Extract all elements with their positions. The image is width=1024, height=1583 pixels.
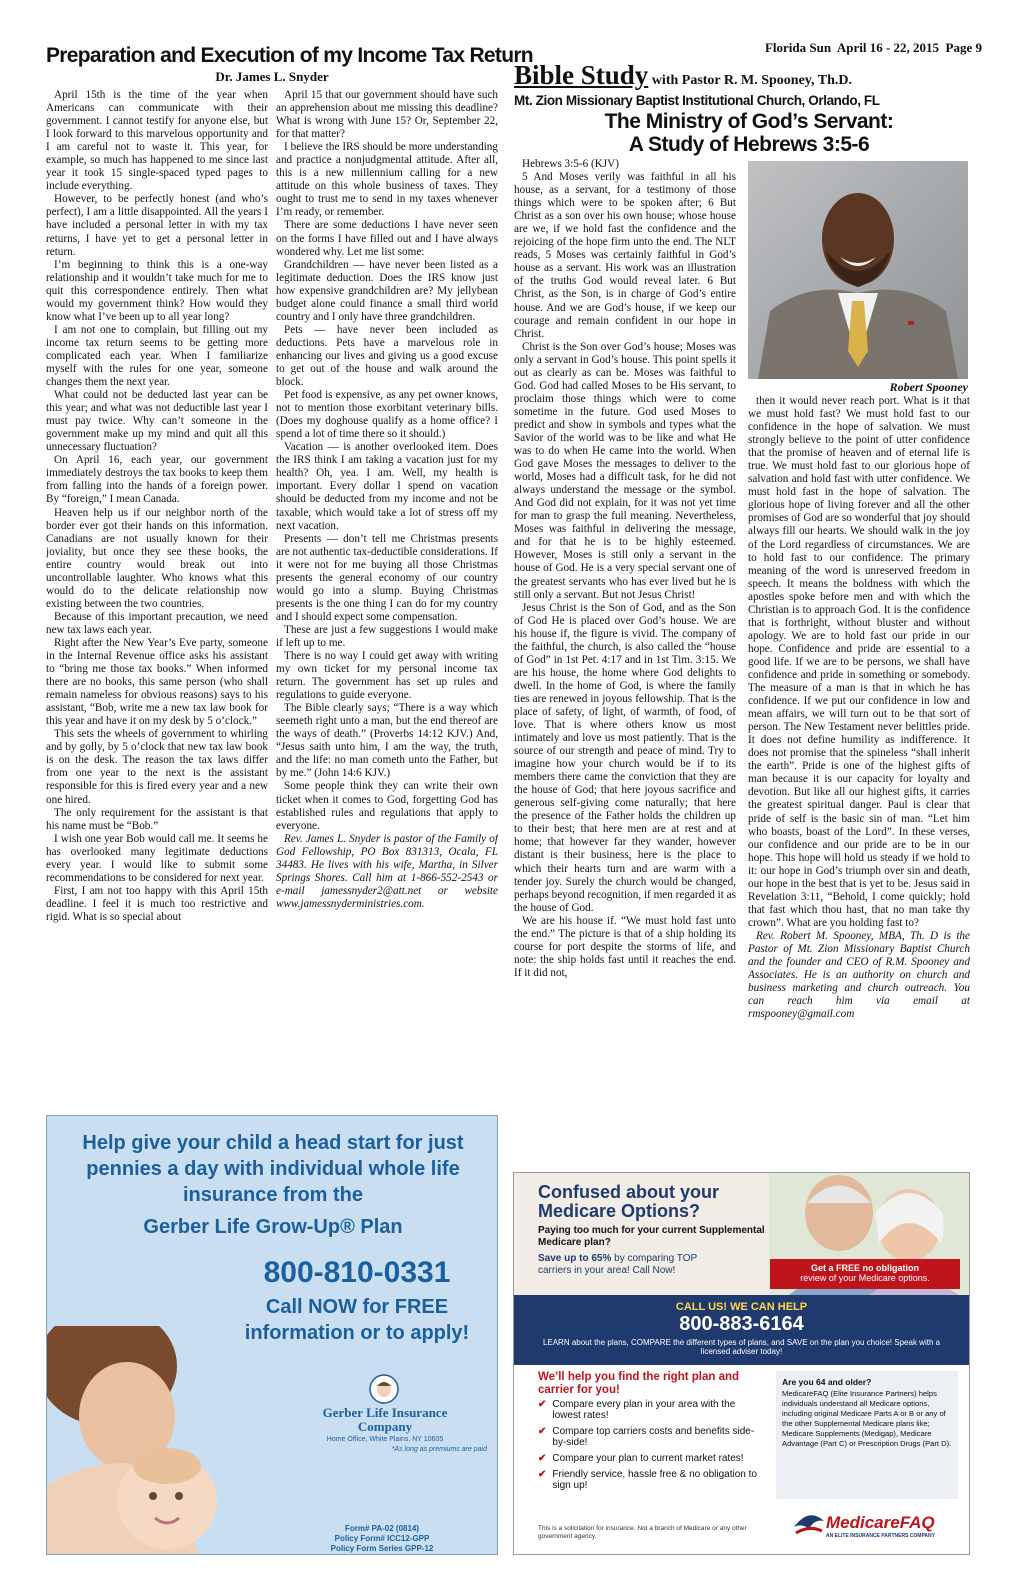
medicarefaq-logo [784, 1505, 964, 1549]
paragraph: Pet food is expensive, as any pet owner knows, not to mention those exorbitant veterinary bills. (Does my doghouse qualify as a home office? I spend a lot of time there so it should.) [276, 389, 498, 441]
gerber-phone[interactable]: 800-810-0331 [263, 1256, 451, 1289]
medicare-call-band [514, 1295, 969, 1365]
church-name: Mt. Zion Missionary Baptist Institutional Church, Orlando, FL [514, 93, 880, 108]
bible-study-column-2 [748, 395, 970, 1166]
paragraph: However, to be perfectly honest (and who’s perfect), I am a little disappointed. All the years I have included a personal letter in with my tax returns, I have yet to get a personal letter in return. [46, 193, 268, 258]
medicare-bullet-list [538, 1399, 762, 1496]
medicare-savings-text: by comparing TOP carriers in your area! Call Now! [538, 1253, 697, 1276]
medicare-bullet-text: Compare your plan to current market rates! [552, 1453, 744, 1464]
tax-article-column-1 [46, 89, 268, 1111]
medicare-eligibility-text: MedicareFAQ (Elite Insurance Partners) helps individuals understand all Medicare options, including original Medicare Parts A or B or any of the other Supplemental Medicare plans like; Medicare Supplements (Medigap), Medicare Advantage (Part C) or Prescription Drugs (Part D). [782, 1389, 952, 1448]
paragraph: Presents — don’t tell me Christmas presents are not authentic tax-deductible considerations. If it were not for me buying all those Christmas presents the general economy of our country would go into a slump. Buying Christmas presents is the one thing I can do for my country and I should expect some compensation. [276, 532, 498, 623]
pastor-photo [748, 161, 968, 379]
medicarefaq-logo-text: MedicareFAQ [826, 1513, 935, 1532]
gerber-company-name: Gerber Life Insurance Company [322, 1405, 448, 1434]
mother-baby-photo [47, 1326, 247, 1555]
paragraph: Jesus Christ is the Son of God, and as the Son of God He is placed over God’s house. We are his house if, the figure is vivid. The company of the faithful, the church, is also called the “house of God” in 1st Pet. 4:17 and in 1st Tim. 3:15. We are his house, the home where God delights to dwell. In the home of God, is where the family ties are renewed in joyous fellowship. That is the place of safety, of light, of warmth, of food, of love. That is where others know us most intimately and love us most patiently. That is the source of our strength and peace of mind. Try to imagine how your church would be if to its members there came the conviction that they are the house of God; that here joyous sacrifice and generous self-giving come naturally; that here the presence of the Father holds the children up to their best; that here men are at rest and at home; that however far they wander, however distant is their business, here is the place to which their hearts turn and are warm with a tender joy. Surely the church would be changed, perhaps beyond recognition, if men regarded it as the house of God. [514, 601, 736, 914]
tax-article-column-2 [276, 89, 498, 1111]
medicare-free-review-line-2: review of your Medicare options. [800, 1273, 930, 1283]
eagle-logo-icon [792, 1507, 826, 1539]
tax-article-byline: Dr. James L. Snyder [215, 69, 329, 84]
paragraph: There are some deductions I have never seen on the forms I have filled out and I have always wondered why. Let me list some: [276, 219, 498, 258]
gerber-form-1: Form# PA-02 (0814) [344, 1524, 420, 1533]
paragraph: then it would never reach port. What is it that we must hold fast? We must hold fast to our confidence in the hope of salvation. We must strongly believe to the point of utter confidence that the promise of heaven and of eternal life is true. We must hold fast to our glorious hope of salvation and hold fast with utter confidence. We must hold fast in the hope of salvation. The glorious hope of living forever and all the other promises of God are so wonderful that joy should always fill our hearts. We should walk in the joy of the Lord regardless of circumstances. We are to hold fast to our confidence. The primary meaning of the word is unreserved freedom in speech. It means the boldness with which the apostles spoke before men and with which the Christian is to approach God. It is the confidence that is forthright, without bluster and without apology. We are to hold fast our pride in our hope. Confidence and pride are essential to a good life. If we are to be persons, we shall have confidence and pride in something or somebody. The measure of a man is that in which he has confidence. If we put our confidence in low and mean affairs, we will turn out to be that sort of person. The New Testament never belittles pride. It does not define humility as indifference. It does not promise that the spineless “shall inherit the earth”. Pride is one of the highest gifts of man because it is our capacity for loyalty and devotion. But like all our highest gifts, it carries the greatest spiritual danger. Paul is clear that pride of self is the basic sin of man. “Let him who boasts, boast of the Lord”. In these verses, our confidence and our pride are to be in our hope. This hope will hold us steady if we hold to it: our hope in God’s triumph over sin and death, our hope in the best that is yet to be. Jesus said in Revelation 3:11, “Behold, I come quickly; hold that fast which thou hast, that no man take thy crown”. What are you holding fast to? [748, 395, 970, 929]
paragraph: Right after the New Year’s Eve party, someone in the Internal Revenue office asks his assistant to “bring me those tax books.” When informed there are no books, this same person (who shall remain nameless for obvious reasons) says to his assistant, “Bob, write me a new tax law book for this year and have it on my desk by 5 o’clock.” [46, 636, 268, 728]
medicare-bullet: ✔ Compare every plan in your area with the lowest rates! [538, 1399, 762, 1421]
paragraph: On April 16, each year, our government immediately destroys the tax books to keep them from falling into the hands of a foreign power. By “foreign,” I mean Canada. [46, 454, 268, 506]
tax-article-title: Preparation and Execution of my Income Tax Return [46, 44, 533, 67]
medicare-bullet: ✔ Compare your plan to current market rates! [538, 1453, 744, 1464]
medicare-bullet: ✔ Compare top carriers costs and benefits side-by-side! [538, 1426, 762, 1448]
bible-study-column-1 [514, 158, 736, 1166]
medicare-savings-percent: Save up to 65% [538, 1253, 612, 1264]
medicarefaq-logo-subtext: AN ELITE INSURANCE PARTNERS COMPANY [826, 1533, 935, 1539]
paragraph: I’m beginning to think this is a one-way relationship and it wouldn’t take much for me to quit this correspondence entirely. Then what would my government think? How would they know what I’ve been up to all year long? [46, 258, 268, 323]
paragraph: April 15 that our government should have such an apprehension about me missing this deadline? What is wrong with June 15? Or, September 22, for that matter? [276, 89, 498, 141]
paragraph: The Bible clearly says; “There is a way which seemeth right unto a man, but the end thereof are the ways of death.” (Proverbs 14:12 KJV.) And, “Jesus saith unto him, I am the way, the truth, and the life: no man cometh unto the Father, but by me.” (John 14:6 KJV.) [276, 702, 498, 780]
medicare-help-title: We’ll help you find the right plan and carrier for you! [538, 1371, 740, 1396]
paragraph: 5 And Moses verily was faithful in all his house, as a servant, for a testimony of those things which were to be spoken after; 6 But Christ as a son over his own house; whose house are we, if we hold fast the confidence and the rejoicing of the hope firm unto the end. The NLT reads, 5 Moses was certainly faithful in God’s house as a servant. His work was an illustration of the truths God would reveal later. 6 But Christ, as the Son, is in charge of God’s entire house. And we are God’s house, if we keep our courage and remain confident in our hope in Christ. [514, 171, 736, 340]
paragraph: April 15th is the time of the year when Americans can communicate with their government. I cannot testify for anyone else, but I look forward to this marvelous opportunity and I am careful not to waste it. This year, for example, so much has happened to me since last year it took 15 single-spaced typed pages to include everything. [46, 89, 268, 193]
paragraph: I am not one to complain, but filling out my income tax return seems to be getting more complicated each year. When I familiarize myself with the rules for one year, someone changes them the next year. [46, 323, 268, 389]
paragraph: Heaven help us if our neighbor north of the border ever got their hands on this information. Canadians are not usually known for their joviality, but once they see these books, the entire country would break out into uncontrollable laughter. Who knows what this would do to the delicate relationship now existing between the two countries. [46, 506, 268, 610]
photo-caption: Robert Spooney [889, 380, 968, 394]
paragraph: We are his house if. “We must hold fast unto the end.” The picture is that of a ship holding its course for port despite the storms of life, and note: the ship holds fast until it reaches the end. If it did not, [514, 914, 736, 979]
paragraph: What could not be deducted last year can be this year; and what was not deductible last year I must pay twice. Why can’t someone in the government make up my mind and quit all this unnecessary fluctuation? [46, 389, 268, 454]
medicare-bullet-text: Compare every plan in your area with the lowest rates! [552, 1399, 736, 1421]
medicare-eligibility-box [776, 1371, 958, 1499]
sermon-title-line-2: A Study of Hebrews 3:5-6 [628, 133, 870, 156]
medicare-top-banner [514, 1173, 969, 1295]
medicare-savings [538, 1253, 698, 1277]
gerber-plan-name: Gerber Life Grow-Up® Plan [143, 1216, 403, 1238]
paragraph: I wish one year Bob would call me. It seems he has overlooked many legitimate deductions every year. I would like to submit some recommendations to be considered for next year. [46, 832, 268, 884]
author-bio: Rev. Robert M. Spooney, MBA, Th. D is the Pastor of Mt. Zion Missionary Baptist Church and the founder and CEO of R.M. Spooney and Associates. He is an authority on church and business marketing and church outreach. You can reach him via email at rmspooney@gmail.com [748, 929, 970, 1021]
paragraph: There is no way I could get away with writing my own ticket for my personal income tax return. The government has set up rules and regulations to guide everyone. [276, 650, 498, 702]
gerber-call-to-action: Call NOW for FREE information or to apply! [244, 1296, 470, 1344]
paragraph: First, I am not too happy with this April 15th deadline. I feel it is much too restrictive and rigid. What is so special about [46, 884, 268, 923]
gerber-form-3: Policy Form Series GPP-12 [330, 1544, 434, 1553]
medicare-subhead: Paying too much for your current Supplemental Medicare plan? [538, 1225, 765, 1248]
author-bio: Rev. James L. Snyder is pastor of the Family of God Fellowship, PO Box 831313, Ocala, FL 34483. He lives with his wife, Martha, in Silver Springs Shores. Call him at 1-866-552-2543 or e-mail jamessnyder2@att.net or website www.jamessnyderministries.com. [276, 832, 498, 910]
paragraph: The only requirement for the assistant is that his name must be “Bob.” [46, 806, 268, 832]
medicare-disclaimer: This is a solicitation for insurance. Not a branch of Medicare or any other government agency. [538, 1525, 747, 1540]
medicare-headline: Confused about your Medicare Options? [538, 1182, 719, 1221]
medicare-faq-ad[interactable] [513, 1172, 970, 1555]
paragraph: This sets the wheels of government to whirling and by golly, by 5 o’clock that new tax law book is on the desk. The reason the tax laws differ from one year to the next is the assistant responsible for this is fired every year and a new one hired. [46, 728, 268, 806]
medicare-bullet-text: Friendly service, hassle free & no obligation to sign up! [552, 1469, 757, 1491]
paragraph: These are just a few suggestions I would make if left up to me. [276, 623, 498, 649]
paragraph: Christ is the Son over God’s house; Moses was only a servant in God’s house. This point spells it out as clearly as can be. Moses was faithful to God. God had called Moses to be His servant, to proclaim those things which were to come sometime in the future. God used Moses to predict and show in symbols and types what the Savior of the world was to be like and what He was to do when He came into the world. When God gave Moses the messages to deliver to the world, Moses had a difficult task, for he did not always understand the message or the symbol. And God did not explain, for it was not yet time for man to grasp the full meaning. Nevertheless, Moses was faithful in delivering the message, and for that he is to be highly esteemed. However, Moses is still only a servant in the house of God. He is a very special servant one of the greatest servants who has ever lived but he is still only a servant. But not Jesus Christ! [514, 340, 736, 601]
bible-study-header [514, 60, 984, 91]
paragraph: Pets — have never been included as deductions. Pets have a marvelous role in enhancing our lives and giving us a good excuse to get out of the house and walk around the block. [276, 323, 498, 389]
medicare-free-review-line-1: Get a FREE no obligation [811, 1263, 919, 1273]
paragraph: Some people think they can write their own ticket when it comes to God, forgetting God has established rules and regulations that apply to everyone. [276, 780, 498, 832]
medicare-free-review-box[interactable] [770, 1259, 960, 1289]
sermon-title-line-1: The Ministry of God’s Servant: [604, 110, 894, 133]
gerber-form-2: Policy Form# ICC12-GPP [334, 1534, 430, 1543]
medicare-bullet-text: Compare top carriers costs and benefits side-by-side! [552, 1426, 755, 1448]
medicare-learn-text: LEARN about the plans, COMPARE the different types of plans, and SAVE on the plan you choice! Speak with a licensed adviser today! [542, 1338, 941, 1356]
gerber-address: Home Office, White Plains, NY 10605 [326, 1436, 444, 1443]
masthead: Florida Sun April 16 - 22, 2015 Page 9 [764, 40, 982, 55]
gerber-headline: Help give your child a head start for just pennies a day with individual whole life insurance from the [82, 1132, 464, 1206]
paragraph: Vacation — is another overlooked item. Does the IRS think I am taking a vacation just for my health? Oh, yea. I am. Well, my health is important. Every dollar I spend on vacation should be deducted from my income and not be taxable, which would take a lot of stress off my next vacation. [276, 441, 498, 532]
gerber-baby-logo [369, 1374, 399, 1404]
paragraph: Because of this important precaution, we need new tax laws each year. [46, 610, 268, 636]
paragraph: Hebrews 3:5-6 (KJV) [522, 158, 619, 170]
paragraph: I believe the IRS should be more understanding and practice a nonjudgmental attitude. After all, this is a new millennium calling for a new attitude on this whole business of taxes. They ought to trust me to send in my taxes whenever I’m ready, or remember. [276, 141, 498, 219]
medicare-bullet: ✔ Friendly service, hassle free & no obligation to sign up! [538, 1469, 762, 1491]
gerber-life-ad[interactable] [46, 1115, 498, 1555]
medicare-phone[interactable]: 800-883-6164 [679, 1313, 804, 1335]
bible-study-header-sub: with Pastor R. M. Spooney, Th.D. [648, 73, 852, 88]
bible-study-header-main: Bible Study [514, 60, 649, 90]
paragraph: Grandchildren — have never been listed as a legitimate deduction. Does the IRS know just how expensive grandchildren are? My jellybean budget alone could finance a small third world country and I only have three grandchildren. [276, 258, 498, 323]
gerber-premium-note: *As long as premiums are paid [391, 1446, 487, 1453]
medicare-call-label: CALL US! WE CAN HELP [675, 1301, 808, 1313]
medicare-eligibility-title: Are you 64 and older? [782, 1377, 872, 1387]
